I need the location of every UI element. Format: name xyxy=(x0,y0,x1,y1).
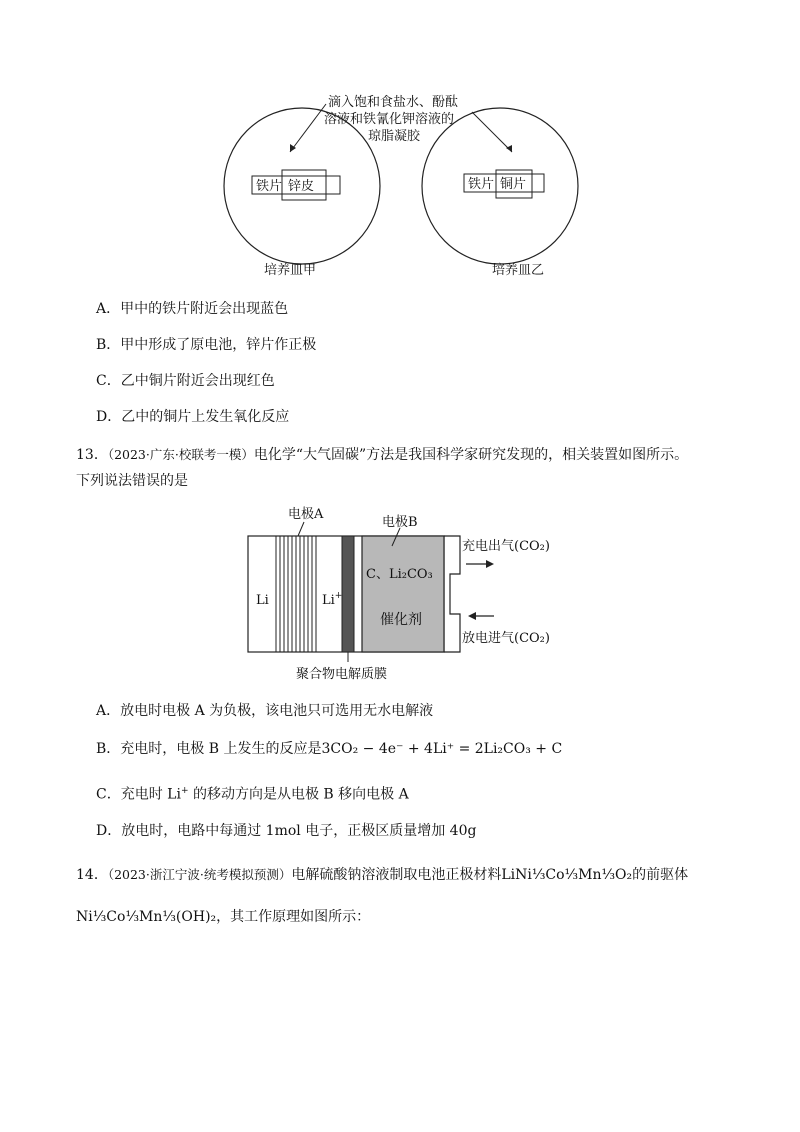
electrode-a-label: 电极A xyxy=(288,507,324,522)
left-metal2-label: 锌皮 xyxy=(288,179,315,194)
gas-port xyxy=(444,536,460,652)
annotation-line-3: 琼脂凝胶 xyxy=(368,129,421,144)
membrane-label: 聚合物电解质膜 xyxy=(296,667,388,682)
li-label: Li xyxy=(256,593,269,608)
right-metal1-label: 铁片 xyxy=(468,177,495,192)
dish-right-caption: 培养皿乙 xyxy=(492,263,545,278)
option-letter: B． xyxy=(96,741,121,757)
question-stem: 电化学“大气固碳”方法是我国科学家研究发现的，相关装置如图所示。 xyxy=(253,447,689,463)
q13-stem-line1 xyxy=(76,446,688,464)
q12-option-d xyxy=(96,408,289,426)
arrowhead-right xyxy=(506,145,512,152)
electrode-a-leader xyxy=(298,522,304,536)
right-metal2-label: 铜片 xyxy=(500,177,527,192)
petri-dish-figure xyxy=(210,90,590,290)
question-number: 14． xyxy=(76,867,108,883)
question-source: （2023·广东·校联考一模） xyxy=(107,447,254,462)
option-letter: D． xyxy=(96,409,122,425)
q12-option-a xyxy=(96,300,288,318)
electrode-b-compartment xyxy=(362,536,444,652)
left-metal1-label: 铁片 xyxy=(256,179,283,194)
q12-option-c xyxy=(96,372,275,390)
option-text: 放电时，电路中每通过 1mol 电子，正极区质量增加 40g xyxy=(121,823,477,839)
battery-figure xyxy=(240,500,600,690)
annotation-line-1: 滴入饱和食盐水、酚酞 xyxy=(328,95,459,110)
electrode-b-label: 电极B xyxy=(382,515,418,530)
option-text: 甲中形成了原电池，锌片作正极 xyxy=(120,337,317,353)
discharge-in-arrowhead xyxy=(468,612,476,620)
option-letter: C． xyxy=(96,373,121,389)
ion-charge: + xyxy=(180,786,189,796)
discharge-in-label: 放电进气(CO₂) xyxy=(462,631,550,646)
q13-option-a xyxy=(96,702,433,720)
option-text: 乙中铜片附近会出现红色 xyxy=(120,373,275,389)
question-stem-end: ，其工作原理如图所示： xyxy=(216,909,371,925)
q13-option-d xyxy=(96,822,476,840)
ion-symbol: Li xyxy=(167,786,181,803)
catalyst-label: 催化剂 xyxy=(380,612,422,628)
material-formula: LiNi⅓Co⅓Mn⅓O₂ xyxy=(501,867,633,883)
annotation-arrow-left xyxy=(290,104,326,152)
question-stem: 电解硫酸钠溶液制取电池正极材料 xyxy=(291,867,502,883)
option-text: 充电时 xyxy=(120,786,168,803)
reaction-formula: 3CO₂ − 4e⁻ + 4Li⁺ = 2Li₂CO₃ + C xyxy=(321,741,563,757)
charge-out-arrowhead xyxy=(486,560,494,568)
option-letter: A． xyxy=(96,301,121,317)
li-ion-charge: + xyxy=(334,591,343,601)
q14-stem-line1 xyxy=(76,866,688,884)
question-stem-cont: 的前驱体 xyxy=(632,867,689,883)
charge-out-label: 充电出气(CO₂) xyxy=(462,539,550,554)
question-source: （2023·浙江宁波·统考模拟预测） xyxy=(107,867,292,882)
option-text: 乙中的铜片上发生氧化反应 xyxy=(121,409,290,425)
precursor-formula: Ni⅓Co⅓Mn⅓(OH)₂ xyxy=(76,909,217,925)
q13-option-b xyxy=(96,740,562,758)
q13-stem-line2: 下列说法错误的是 xyxy=(76,473,188,489)
option-text: 的移动方向是从电极 B 移向电极 A xyxy=(188,786,409,803)
question-number: 13． xyxy=(76,447,108,463)
annotation-line-2: 溶液和铁氰化钾溶液的 xyxy=(324,112,455,127)
li-ion-symbol: Li xyxy=(322,593,335,608)
compartment-label: C、Li₂CO₃ xyxy=(366,567,433,582)
annotation-arrow-right xyxy=(472,112,512,152)
option-letter: B． xyxy=(96,337,121,353)
option-text: 甲中的铁片附近会出现蓝色 xyxy=(120,301,289,317)
dish-left-caption: 培养皿甲 xyxy=(264,263,317,278)
option-letter: C． xyxy=(96,786,121,803)
option-text: 放电时电极 A 为负极，该电池只可选用无水电解液 xyxy=(120,703,434,719)
option-text: 充电时，电极 B 上发生的反应是 xyxy=(120,741,322,757)
q12-option-b xyxy=(96,336,316,354)
q13-option-c xyxy=(96,782,409,804)
option-letter: D． xyxy=(96,823,122,839)
q14-stem-line2 xyxy=(76,908,370,926)
polymer-membrane xyxy=(342,536,354,652)
option-letter: A． xyxy=(96,703,121,719)
